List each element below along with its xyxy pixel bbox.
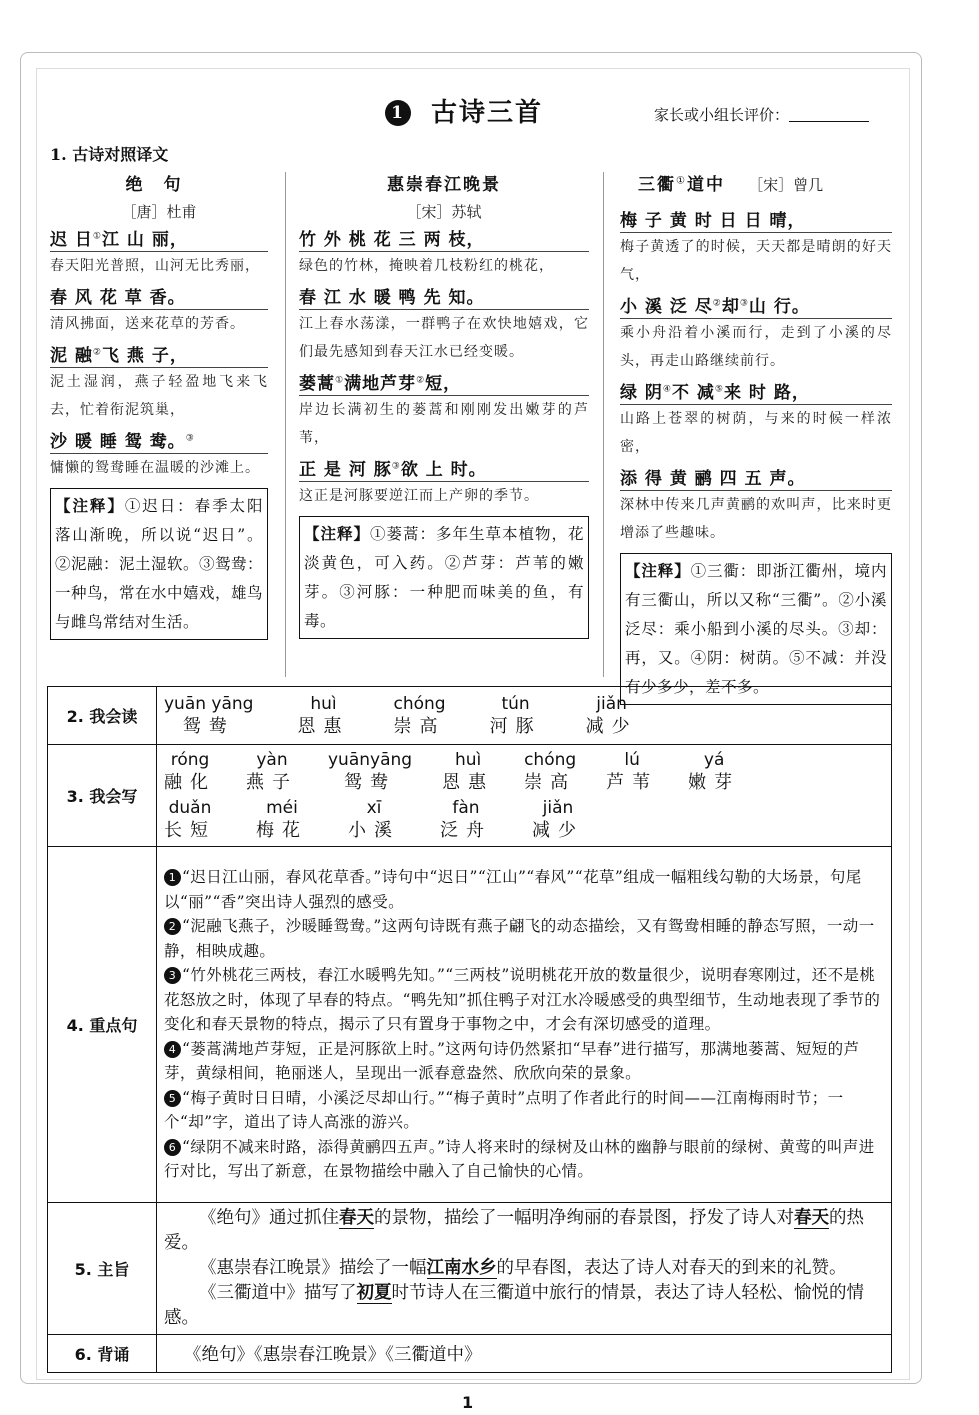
- item-number-badge: 4: [164, 1041, 181, 1058]
- poem-line: 绿 阴④不 减⑤来 时 路，: [620, 375, 892, 405]
- row-write: [48, 745, 892, 847]
- poem-line: 春 风 花 草 香。: [50, 280, 268, 310]
- row-key-sentences: [48, 847, 892, 1203]
- poem-line: 竹 外 桃 花 三 两 枝，: [299, 222, 589, 252]
- poem-line: 迟 日①江 山 丽，: [50, 222, 268, 252]
- lesson-number: 1: [385, 100, 411, 126]
- poem-translation: 江上春水荡漾，一群鸭子在欢快地嬉戏，它们最先感知到春天江水已经变暖。: [299, 316, 589, 360]
- poem-line: 添 得 黄 鹂 四 五 声。: [620, 461, 892, 491]
- key-item: 1 “迟日江山丽，春风花草香。”诗句中“迟日”“江山”“春风”“花草”组成一幅粗线勾勒的大场景，句尾以“丽”“香”突出诗人强烈的感受。: [164, 868, 862, 911]
- poem-line: 梅 子 黄 时 日 日 晴，: [620, 203, 892, 233]
- word-item: yuānyāng 鸳鸯: [328, 749, 413, 793]
- study-table: [47, 686, 892, 1373]
- poem-line: 春 江 水 暖 鸭 先 知。: [299, 280, 589, 310]
- poem-author: ［宋］曾几: [748, 176, 824, 194]
- word-item: duǎn 长短: [164, 797, 216, 841]
- theme-paragraph: 《绝句》通过抓住春天的景物，描绘了一幅明净绚丽的春景图，抒发了诗人对春天的热爱。: [164, 1208, 864, 1253]
- item-number-badge: 1: [164, 869, 181, 886]
- poem-notes: 【注释】①蒌蒿：多年生草本植物，花淡黄色，可入药。②芦芽：芦苇的嫩芽。③河豚：一种肥而味美的鱼，有毒。: [299, 516, 589, 639]
- word-item: jiǎn 减少: [585, 693, 638, 737]
- poem-translation: 深林中传来几声黄鹂的欢叫声，比来时更增添了些趣味。: [620, 497, 892, 541]
- word-item: róng 融化: [164, 749, 216, 793]
- poem-author: ［唐］杜甫: [121, 203, 197, 221]
- key-item: 5 “梅子黄时日日晴，小溪泛尽却山行。”“梅子黄时”点明了作者此行的时间——江南梅雨时节；一个“却”字，道出了诗人高涨的游兴。: [164, 1088, 844, 1132]
- poem-title: 三衢①道中: [638, 175, 725, 195]
- item-number-badge: 3: [164, 967, 181, 984]
- label-write: 3. 我会写: [48, 745, 157, 847]
- recite-content: 《绝句》《惠崇春江晚景》《三衢道中》: [157, 1335, 892, 1373]
- word-item: huì 恩惠: [297, 693, 350, 737]
- column-divider: [603, 172, 604, 677]
- poem-translation: 慵懒的鸳鸯睡在温暖的沙滩上。: [50, 460, 260, 476]
- eval-blank[interactable]: [789, 107, 869, 122]
- item-number-badge: 5: [164, 1090, 181, 1107]
- word-item: xī 小溪: [348, 797, 400, 841]
- poem-translation: 泥土湿润，燕子轻盈地飞来飞去，忙着衔泥筑巢，: [50, 374, 268, 418]
- key-item: 2 “泥融飞燕子，沙暖睡鸳鸯。”这两句诗既有燕子翩飞的动态描绘，又有鸳鸯相睡的静态写照，一动一静，相映成趣。: [164, 917, 875, 960]
- word-item: huì 恩惠: [442, 749, 495, 793]
- section-title-translation: 1. 古诗对照译文: [50, 145, 169, 164]
- label-recite: 6. 背诵: [48, 1335, 157, 1373]
- word-item: lú 芦苇: [606, 749, 659, 793]
- poem-title: 绝 句: [125, 175, 183, 195]
- poem-line: 蒌蒿①满地芦芽②短，: [299, 366, 589, 396]
- poem-translation: 山路上苍翠的树荫，与来的时候一样浓密，: [620, 411, 892, 455]
- page-number: 1: [462, 1393, 474, 1412]
- poem-translation: 春天阳光普照，山河无比秀丽，: [50, 258, 260, 274]
- poem-translation: 梅子黄透了的时候，天天都是晴朗的好天气，: [620, 239, 892, 283]
- lesson-title: 古诗三首: [431, 98, 544, 128]
- poem-translation: 清风拂面，送来花草的芳香。: [50, 316, 245, 332]
- poem-line: 正 是 河 豚③欲 上 时。: [299, 452, 589, 482]
- poem-translation: 乘小舟沿着小溪而行，走到了小溪的尽头，再走山路继续前行。: [620, 325, 892, 369]
- poem-line: 沙 暖 睡 鸳 鸯。③: [50, 424, 268, 454]
- key-item: 6 “绿阴不减来时路，添得黄鹂四五声。”诗人将来时的绿树及山林的幽静与眼前的绿树、黄莺的叫声进行对比，写出了新意，在景物描绘中融入了自己愉快的心情。: [164, 1137, 875, 1181]
- poem-notes: 【注释】①迟日：春季太阳落山渐晚，所以说“迟日”。②泥融：泥土湿软。③鸳鸯：一种鸟，常在水中嬉戏，雄鸟与雌鸟常结对生活。: [50, 488, 268, 640]
- poem-notes: 【注释】①三衢：即浙江衢州，境内有三衢山，所以又称“三衢”。②小溪泛尽：乘小船到小溪的尽头。③却：再，又。④阴：树荫。⑤不减：并没有少多少，差不多。: [620, 553, 892, 705]
- item-number-badge: 2: [164, 918, 181, 935]
- column-divider: [285, 172, 286, 677]
- poem-line: 泥 融②飞 燕 子，: [50, 338, 268, 368]
- row-read: [48, 687, 892, 745]
- theme-paragraph: 《惠崇春江晚景》描绘了一幅江南水乡的早春图，表达了诗人对春天的到来的礼赞。: [199, 1258, 847, 1278]
- word-item: fàn 泛舟: [440, 797, 492, 841]
- label-read: 2. 我会读: [48, 687, 157, 745]
- theme-paragraph: 《三衢道中》描写了初夏时节诗人在三衢道中旅行的情景，表达了诗人轻松、愉悦的情感。: [164, 1283, 864, 1328]
- poem-author: ［宋］苏轼: [406, 203, 482, 221]
- key-item: 3 “竹外桃花三两枝，春江水暖鸭先知。”“三两枝”说明桃花开放的数量很少，说明春寒刚过，还不是桃花怒放之时，体现了早春的特点。“鸭先知”抓住鸭子对江水冷暖感受的典型细节，生动地表现了季节的变化和春天景物的特点，揭示了只有置身于事物之中，才会有深切感受的道理。: [164, 966, 881, 1034]
- key-item: 4 “蒌蒿满地芦芽短，正是河豚欲上时。”这两句诗仍然紧扣“早春”进行描写，那满地蒌蒿、短短的芦芽，黄绿相间，艳丽迷人，呈现出一派春意盎然、欣欣向荣的景象。: [164, 1039, 860, 1083]
- poem-translation: 这正是河豚要逆江而上产卵的季节。: [299, 488, 539, 504]
- evaluation: [654, 104, 869, 125]
- word-item: yá 嫩芽: [688, 749, 741, 793]
- label-key: 4. 重点句: [48, 847, 157, 1203]
- word-item: yàn 燕子: [246, 749, 298, 793]
- item-number-badge: 6: [164, 1139, 181, 1156]
- eval-label: 家长或小组长评价：: [654, 106, 790, 124]
- read-words: [157, 687, 892, 745]
- write-words: [157, 745, 892, 847]
- poem-sanqu: [620, 170, 892, 705]
- word-item: tún 河豚: [489, 693, 542, 737]
- poem-huichong: [299, 170, 589, 639]
- poem-translation: 岸边长满初生的蒌蒿和刚刚发出嫩芽的芦苇，: [299, 402, 589, 446]
- theme-content: [157, 1203, 892, 1335]
- row-recite: [48, 1335, 892, 1373]
- word-item: chóng 崇高: [393, 693, 446, 737]
- poem-translation: 绿色的竹林，掩映着几枝粉红的桃花，: [299, 258, 554, 274]
- poem-line: 小 溪 泛 尽②却③山 行。: [620, 289, 892, 319]
- poem-title: 惠崇春江晚景: [387, 175, 501, 195]
- word-item: jiǎn 减少: [532, 797, 584, 841]
- page-title: [385, 92, 543, 129]
- key-sentences: [157, 847, 892, 1203]
- word-item: yuān yāng 鸳鸯: [164, 693, 254, 737]
- word-item: méi 梅花: [256, 797, 308, 841]
- label-theme: 5. 主旨: [48, 1203, 157, 1335]
- row-theme: [48, 1203, 892, 1335]
- poem-jueju: [50, 170, 268, 640]
- word-item: chóng 崇高: [524, 749, 577, 793]
